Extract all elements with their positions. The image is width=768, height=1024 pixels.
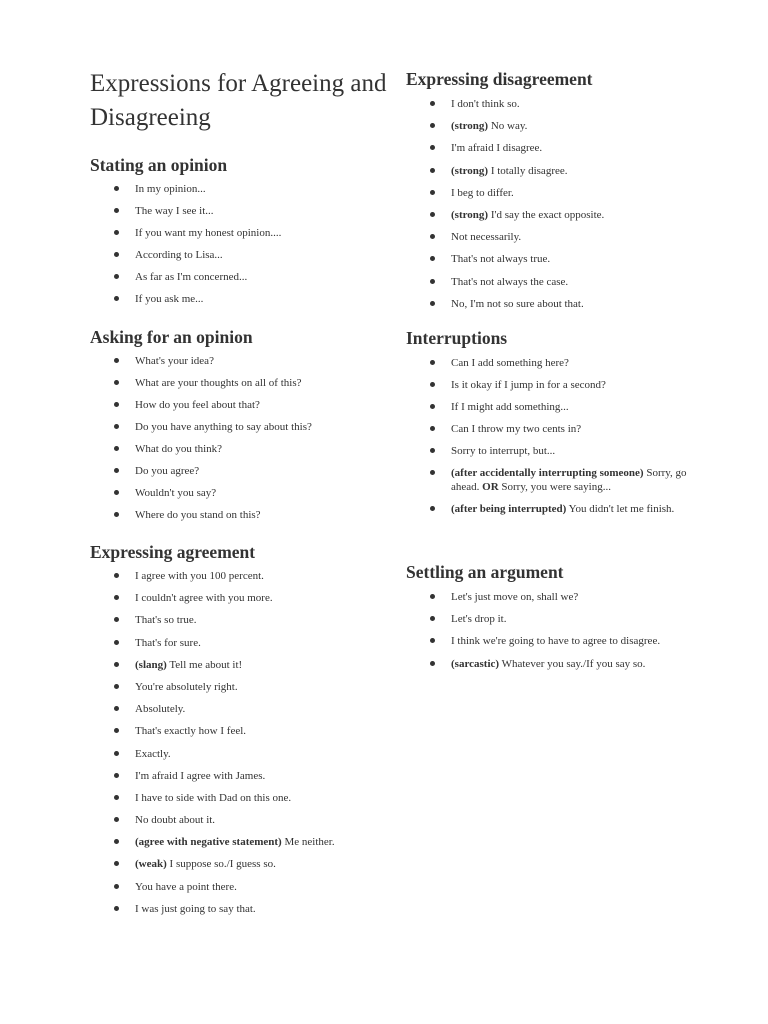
list-item (406, 164, 696, 178)
list-item (406, 208, 696, 222)
expression-text: You didn't let me finish. (566, 503, 675, 515)
section-stating-opinion (90, 154, 390, 306)
expression-text: I was just going to say that. (135, 902, 256, 915)
modifier-label: (strong) (451, 164, 489, 177)
expression-text: Can I throw my two cents in? (451, 423, 582, 435)
expression-text: You have a point there. (135, 880, 237, 893)
or-label: OR (482, 481, 499, 493)
expression-text: Whatever you say./If you say so. (499, 657, 646, 670)
modifier-label: (strong) (451, 208, 489, 221)
expression-text: I have to side with Dad on this one. (135, 791, 292, 804)
list-item (90, 724, 390, 738)
expression-list (406, 590, 696, 671)
expression-text: I couldn't agree with you more. (135, 592, 273, 605)
expression-list (90, 354, 390, 522)
modifier-label: (agree with negative statement) (135, 836, 282, 849)
list-item (90, 747, 390, 761)
list-item (90, 508, 390, 522)
section-heading: Expressing disagreement (406, 69, 593, 89)
expression-text: I agree with you 100 percent. (135, 570, 264, 582)
expression-text: Wouldn't you say? (135, 487, 217, 499)
expression-text: You're absolutely right. (135, 680, 238, 693)
expression-text: If you ask me... (135, 293, 204, 305)
list-item (406, 141, 696, 155)
expression-text: What's your idea? (135, 355, 214, 367)
list-item (406, 590, 696, 604)
list-item (406, 400, 696, 414)
list-item (406, 186, 696, 200)
list-item (406, 230, 696, 244)
expression-text: According to Lisa... (135, 249, 223, 261)
list-item (90, 420, 390, 434)
expression-list (406, 97, 696, 311)
modifier-label: (strong) (451, 120, 489, 133)
list-item (90, 292, 390, 306)
list-item (90, 569, 390, 583)
expression-text: I beg to differ. (451, 186, 514, 199)
list-item (406, 297, 696, 311)
expression-text: How do you feel about that? (135, 399, 260, 411)
expression-text: I don't think so. (451, 98, 520, 110)
expression-text: Let's drop it. (451, 613, 507, 626)
expression-text: I'm afraid I agree with James. (135, 769, 266, 782)
expression-text: Let's just move on, shall we? (451, 591, 579, 603)
expression-text: Exactly. (135, 747, 171, 760)
section-settling-argument (406, 561, 696, 671)
section-expressing-agreement (90, 541, 390, 916)
expression-text: No way. (488, 120, 528, 133)
expression-text: If you want my honest opinion.... (135, 227, 282, 239)
list-item (406, 657, 696, 671)
expression-text: What are your thoughts on all of this? (135, 377, 302, 389)
list-item (90, 464, 390, 478)
expression-text: Is it okay if I jump in for a second? (451, 379, 606, 391)
expression-text: Do you agree? (135, 465, 200, 477)
list-item (90, 442, 390, 456)
expression-text: In my opinion... (135, 183, 206, 195)
list-item (90, 880, 390, 894)
list-item (90, 376, 390, 390)
list-item (406, 378, 696, 392)
expression-text: As far as I'm concerned... (135, 271, 248, 283)
expression-text: I totally disagree. (488, 164, 568, 177)
expression-text: I suppose so./I guess so. (166, 858, 276, 871)
modifier-label: (slang) (135, 658, 167, 671)
expression-text: No doubt about it. (135, 814, 216, 827)
list-item (406, 466, 696, 494)
expression-text: Not necessarily. (451, 231, 522, 244)
list-item (406, 356, 696, 370)
expression-text: Sorry to interrupt, but... (451, 445, 556, 457)
list-item (90, 354, 390, 368)
modifier-label: (weak) (135, 858, 167, 871)
list-item (90, 226, 390, 240)
expression-text: Tell me about it! (166, 658, 243, 671)
document-title: Expressions for Agreeing and Disagreeing (90, 70, 387, 131)
list-item (90, 835, 390, 849)
list-item (90, 702, 390, 716)
list-item (90, 791, 390, 805)
list-item (90, 769, 390, 783)
section-expressing-disagreement (406, 68, 696, 311)
list-item (406, 252, 696, 266)
expression-text: Sorry, you were saying... (498, 481, 611, 493)
section-heading: Interruptions (406, 328, 508, 348)
list-item (406, 612, 696, 626)
modifier-label: (after being interrupted) (451, 503, 567, 515)
modifier-label: (sarcastic) (451, 657, 500, 670)
expression-text: That's not always true. (451, 253, 551, 266)
expression-text: That's not always the case. (451, 275, 569, 288)
expression-text: Me neither. (281, 836, 335, 849)
expression-text: Do you have anything to say about this? (135, 421, 312, 433)
expression-text: That's exactly how I feel. (135, 725, 247, 738)
list-item (406, 97, 696, 111)
expression-text: I think we're going to have to agree to disagree. (451, 635, 661, 648)
section-heading: Stating an opinion (90, 155, 228, 175)
section-heading: Asking for an opinion (90, 327, 253, 347)
list-item (90, 636, 390, 650)
expression-text: Can I add something here? (451, 357, 569, 369)
list-item (90, 680, 390, 694)
section-heading: Settling an argument (406, 562, 564, 582)
expression-text: That's so true. (135, 614, 197, 627)
list-item (90, 270, 390, 284)
list-item (406, 119, 696, 133)
list-item (90, 613, 390, 627)
list-item (90, 204, 390, 218)
list-item (406, 422, 696, 436)
list-item (90, 248, 390, 262)
list-item (90, 591, 390, 605)
list-item (90, 182, 390, 196)
list-item (406, 502, 696, 516)
expression-list (90, 569, 390, 916)
expression-text: I'm afraid I disagree. (451, 142, 543, 155)
list-item (406, 275, 696, 289)
section-asking-opinion (90, 326, 390, 522)
expression-text: Absolutely. (135, 703, 186, 716)
modifier-label: (after accidentally interrupting someone) (451, 467, 644, 479)
expression-list (406, 356, 696, 516)
expression-text: Sorry, go ahead. (451, 467, 687, 493)
section-interruptions (406, 327, 696, 516)
section-heading: Expressing agreement (90, 542, 256, 562)
expression-text: What do you think? (135, 443, 223, 455)
list-item (90, 398, 390, 412)
expression-text: If I might add something... (451, 401, 569, 413)
expression-text: I'd say the exact opposite. (488, 208, 605, 221)
list-item (90, 658, 390, 672)
list-item (90, 813, 390, 827)
list-item (90, 486, 390, 500)
expression-list (90, 182, 390, 306)
expression-text: No, I'm not so sure about that. (451, 297, 584, 310)
list-item (406, 634, 696, 648)
expression-text: Where do you stand on this? (135, 509, 261, 521)
list-item (406, 444, 696, 458)
list-item (90, 857, 390, 871)
list-item (90, 902, 390, 916)
expression-text: The way I see it... (135, 205, 214, 217)
expression-text: That's for sure. (135, 636, 201, 649)
